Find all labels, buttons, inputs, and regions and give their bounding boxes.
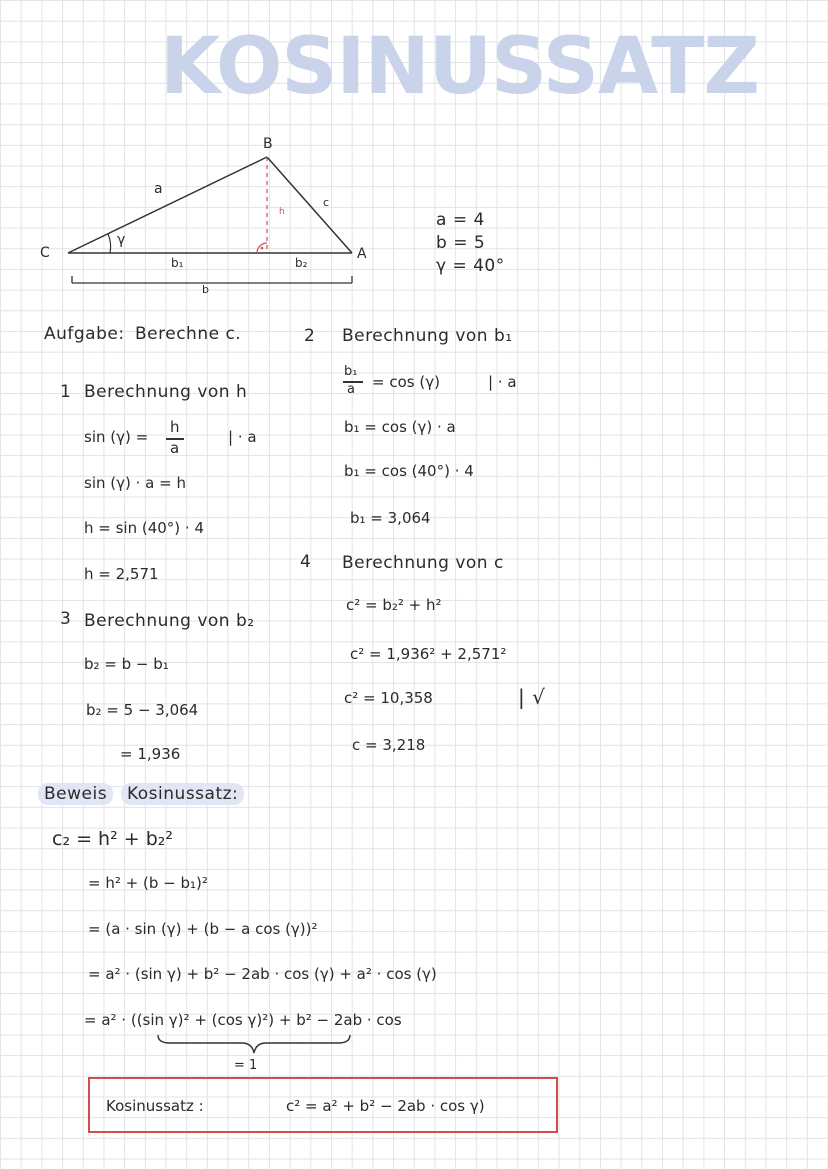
step4-heading: Berechnung von c: [342, 553, 504, 573]
vertex-a-label: A: [357, 246, 367, 262]
proof-line2: = h² + (b − b₁)²: [88, 874, 208, 892]
step1-line3: h = sin (40°) · 4: [84, 519, 205, 537]
step4-line3: c² = 10,358: [344, 689, 433, 707]
step3-number: 3: [60, 609, 72, 629]
step3-line1: b₂ = b − b₁: [84, 655, 169, 673]
step2-line3: b₁ = cos (40°) · 4: [344, 462, 474, 480]
step3-line2: b₂ = 5 − 3,064: [86, 701, 199, 719]
step1-line1-op: | · a: [228, 428, 257, 446]
step1-frac-den: a: [170, 439, 180, 457]
step4-line1: c² = b₂² + h²: [346, 596, 442, 614]
proof-line4: = a² · (sin γ) + b² − 2ab · cos (γ) + a² · cos (γ): [88, 965, 437, 983]
step1-frac-num: h: [170, 418, 180, 436]
seg-b2-label: b₂: [295, 256, 308, 270]
proof-heading-highlight: Beweis: [38, 783, 113, 805]
side-c-line: [267, 157, 352, 253]
step4-line3-op: | √: [518, 685, 546, 709]
task-label: Aufgabe:: [44, 324, 125, 344]
step3-heading: Berechnung von b₂: [84, 611, 255, 631]
step2-line2: b₁ = cos (γ) · a: [344, 418, 456, 436]
step2-line1-rhs: = cos (γ): [372, 373, 440, 391]
page-title: KOSINUSSATZ: [160, 22, 759, 112]
step1-line4: h = 2,571: [84, 565, 159, 583]
step2-line1-op: | · a: [488, 373, 517, 391]
step4-line2: c² = 1,936² + 2,571²: [350, 645, 507, 663]
right-angle-dot: [261, 247, 264, 250]
side-a-line: [68, 157, 267, 253]
step1-line1-lhs: sin (γ) =: [84, 428, 149, 446]
step2-line4: b₁ = 3,064: [350, 509, 431, 527]
step4-number: 4: [300, 552, 312, 572]
step2-number: 2: [304, 326, 316, 346]
proof-heading2-highlight: Kosinussatz:: [121, 783, 244, 805]
proof-line1: c₂ = h² + b₂²: [52, 828, 174, 850]
proof-line5: = a² · ((sin γ)² + (cos γ)²) + b² − 2ab · cos: [84, 1011, 402, 1029]
given-a: a = 4: [436, 210, 485, 230]
step4-line4: c = 3,218: [352, 736, 426, 754]
given-b: b = 5: [436, 233, 486, 253]
vertex-b-label: B: [263, 136, 273, 152]
result-formula: c² = a² + b² − 2ab · cos γ): [286, 1097, 485, 1115]
task-text: Berechne c.: [135, 324, 242, 344]
step3-line3: = 1,936: [120, 745, 181, 763]
step2-heading: Berechnung von b₁: [342, 326, 513, 346]
triangle-diagram: [0, 0, 828, 300]
seg-b1-label: b₁: [171, 256, 184, 270]
side-a-label: a: [154, 181, 163, 197]
step2-frac-den: a: [347, 382, 355, 397]
step2-frac-num: b₁: [344, 364, 358, 379]
brace-label: = 1: [234, 1058, 258, 1073]
gamma-label: γ: [117, 232, 126, 248]
underbrace: [156, 1033, 356, 1059]
proof-line3: = (a · sin (γ) + (b − a cos (γ))²: [88, 920, 318, 938]
vertex-c-label: C: [40, 245, 50, 261]
side-c-label: c: [323, 196, 330, 209]
proof-heading: [38, 784, 244, 804]
result-label: Kosinussatz :: [106, 1097, 204, 1115]
step1-heading: Berechnung von h: [84, 382, 248, 402]
gamma-arc: [108, 234, 111, 253]
step1-number: 1: [60, 382, 72, 402]
given-gamma: γ = 40°: [436, 256, 505, 276]
height-h-label: h: [279, 207, 285, 217]
step1-line2: sin (γ) · a = h: [84, 474, 186, 492]
side-b-label: b: [202, 283, 209, 296]
